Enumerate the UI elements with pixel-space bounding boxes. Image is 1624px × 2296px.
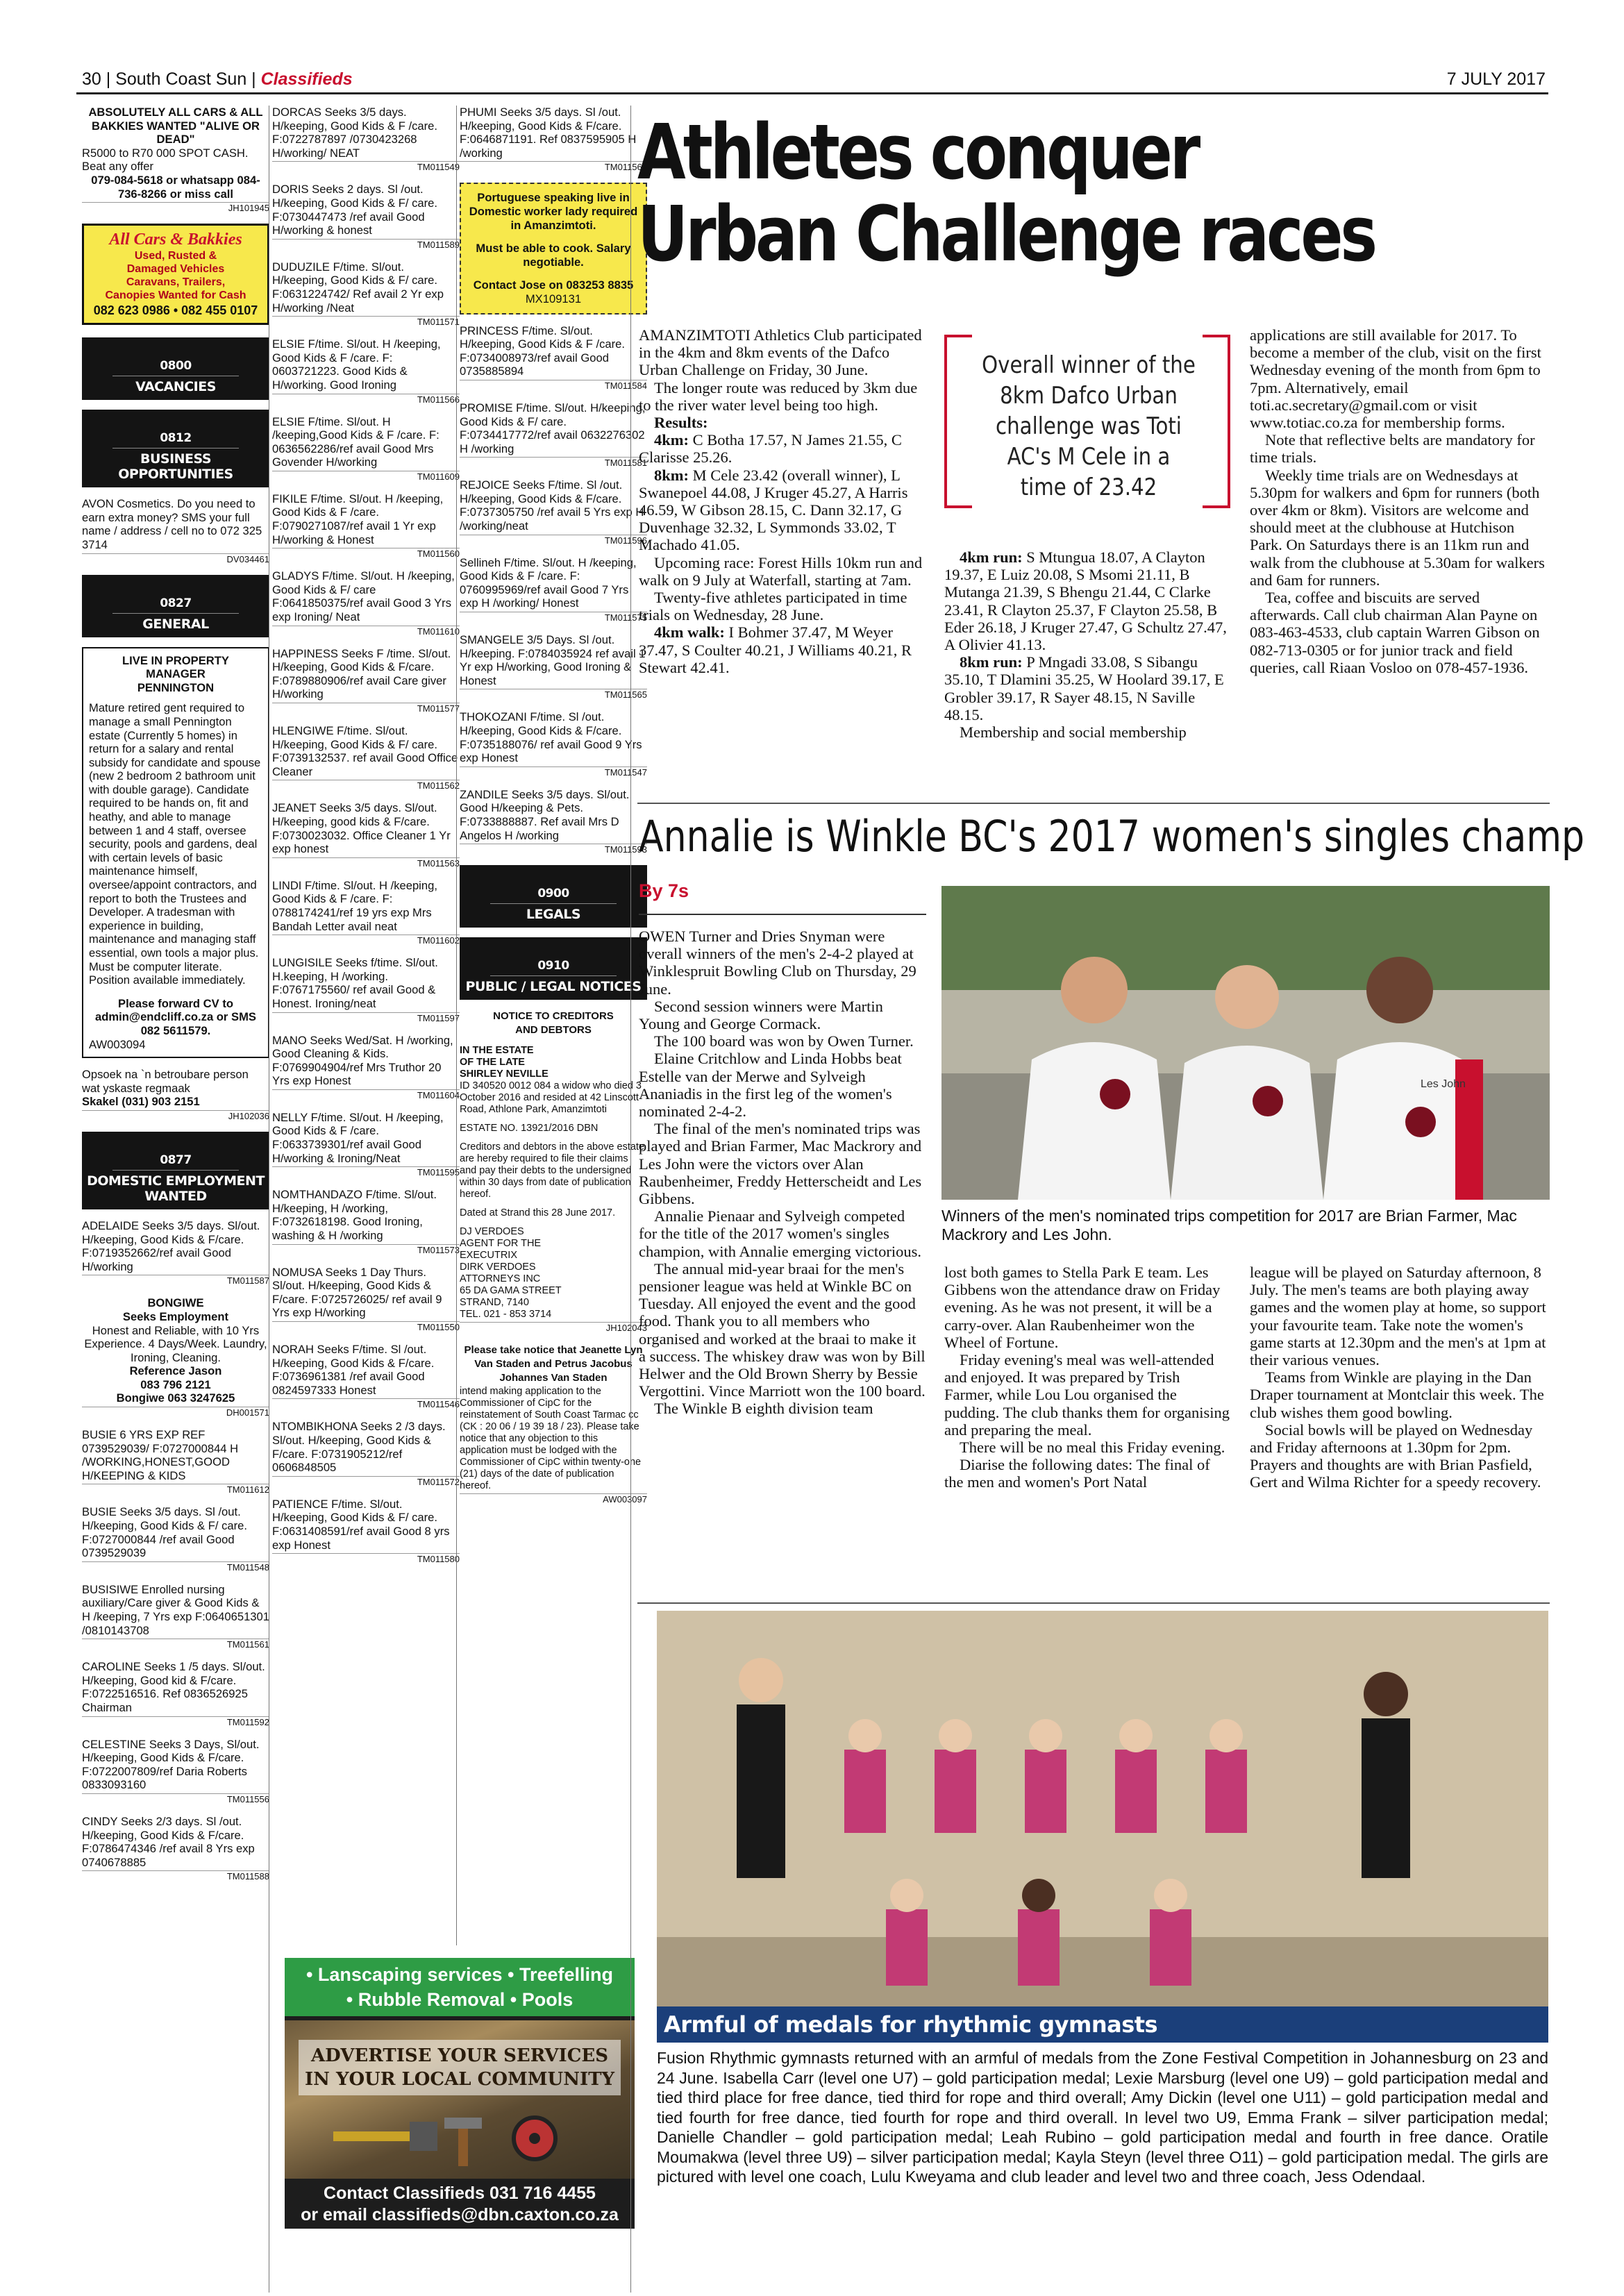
classified-ad bbox=[272, 569, 460, 638]
ad-reference: TM011597 bbox=[272, 1012, 460, 1023]
ad-phone: Skakel (031) 903 2151 bbox=[82, 1095, 200, 1109]
classified-ad bbox=[82, 497, 269, 566]
athletics-column-2 bbox=[944, 548, 1230, 741]
ad-reference: TM011549 bbox=[272, 161, 460, 172]
ad-heading: Portuguese speaking live in Domestic worker lady required in Amanzimtoti. bbox=[469, 191, 638, 232]
byline-rule bbox=[639, 914, 926, 915]
ad-body: HLENGIWE F/time. Sl/out. H/keeping, Good Kids & F/ care. F:0739132537. ref avail Good Office Cleaner bbox=[272, 724, 458, 778]
athletics-headline: Athletes conquer Urban Challenge races bbox=[637, 108, 1375, 278]
ad-reference: TM011550 bbox=[272, 1321, 460, 1332]
notice-text: ESTATE NO. 13921/2016 DBN bbox=[460, 1123, 598, 1134]
ad-body: Mature retired gent required to manage a small Pennington estate (Currently 5 homes) in return for a salary and rental subsidy for candidate and spouse (new 2 bedroom 2 bathroom unit with double garage). Candidate required to be hands on, fit and heathy, and able to manage between 1 and 4 staff, oversee security, pools and gardens, deal with certain levels of basic maintenance himself, oversee/appoint contractors, and report to both the Trustees and Developer. A tradesman with experience in building, maintenance and managing staff essential, own tools a major plus. Must be computer literate. Position available immediately. bbox=[89, 701, 261, 987]
ad-body: NTOMBIKHONA Seeks 2 /3 days. Sl/out. H/keeping, Good Kids & F/care. F:0731905212/ref 0606848505 bbox=[272, 1420, 446, 1475]
category-label: LEGALS bbox=[526, 907, 581, 923]
ad-heading: ABSOLUTELY ALL CARS & ALL BAKKIES WANTED "ALIVE OR DEAD" bbox=[88, 106, 263, 146]
article-paragraph: league will be played on Saturday afternoon, 8 July. The men's teams are both playing away games and the women play at home, so support your favourite team. Take note the women's game starts at 12.30pm and the men's at 1pm at their various venues. bbox=[1250, 1264, 1546, 1369]
classified-ad bbox=[460, 478, 647, 547]
classifieds-column-3 bbox=[460, 106, 647, 1938]
notice-heading: Please take notice that Jeanette Lyn Van Staden and Petrus Jacobus Johannes Van Staden bbox=[464, 1344, 643, 1384]
ad-reference: TM011563 bbox=[272, 857, 460, 869]
ad-phones: 082 623 0986 • 082 455 0107 bbox=[93, 303, 258, 318]
article-paragraph bbox=[639, 467, 928, 554]
article-paragraph: The annual mid-year braai for the men's pensioner league was held at Winkle BC on Tuesday. All enjoyed the event and the good food. Thank you to all members who organised and worked at the braai to make it a success. The whiskey draw was won by Bill Helwer and the Old Brown Sherry by Bessie Vergottini. Vince Marriott won the 100 board. bbox=[639, 1259, 926, 1400]
ad-reference: TM011561 bbox=[82, 1639, 269, 1650]
ad-body: LINDI F/time. Sl/out. H /keeping, Good Kids & F /care. F: 0788174241/ref 19 yrs exp Mrs Bandah Letter avail neat bbox=[272, 878, 437, 933]
ad-reference: DH001571 bbox=[82, 1407, 269, 1418]
pullquote-corner bbox=[1203, 335, 1230, 337]
category-number: 0812 bbox=[112, 430, 239, 449]
ad-body: BUSIE Seeks 3/5 days. Sl /out. H/keeping, Good Kids & F/ care. F:0727000844 /ref avail Good 0739529039 bbox=[82, 1505, 247, 1560]
bowls-photo-caption: Winners of the men's nominated trips competition for 2017 are Brian Farmer, Mac Mackrory and Les John. bbox=[941, 1207, 1517, 1243]
ad-reference: DV034461 bbox=[82, 553, 269, 564]
article-paragraph: Twenty-five athletes participated in time trials on Wednesday, 28 June. bbox=[639, 589, 907, 624]
ad-body: ADELAIDE Seeks 3/5 days. Sl/out. H/keeping, Good Kids & F/care. F:0719352662/ref avail Good H/working bbox=[82, 1218, 260, 1273]
section-rule bbox=[637, 1602, 1550, 1604]
classified-ad bbox=[272, 1188, 460, 1257]
ad-body: ELSIE F/time. Sl/out. H /keeping, Good Kids & F /care. F: 0603721223. Good Kids & H/working. Good Ironing bbox=[272, 337, 441, 392]
ad-body: LUNGISILE Seeks f/time. Sl/out. H.keeping, H /working. F:0767175560/ ref avail Good & Honest. Ironing/neat bbox=[272, 956, 438, 1010]
section-name: Classifieds bbox=[260, 69, 353, 89]
ad-reference: TM011580 bbox=[272, 1553, 460, 1564]
ad-body: MANO Seeks Wed/Sat. H /working, Good Cleaning & Kids. F:0769904904/ref Mrs Truthor 20 Yrs exp Honest bbox=[272, 1033, 453, 1088]
bowls-column-1 bbox=[639, 928, 926, 1418]
tarmac-notice bbox=[460, 1343, 647, 1507]
classified-ad bbox=[272, 415, 460, 484]
ad-body: PRINCESS F/time. Sl/out. H/keeping, Good Kids & F /care. F:0734008973/ref avail Good 0735885894 bbox=[460, 324, 625, 378]
category-header-public-notices bbox=[460, 937, 647, 1000]
pullquote-text: Overall winner of the 8km Dafco Urban challenge was Toti AC's M Cele in a time of 23.42 bbox=[982, 351, 1196, 501]
article-paragraph: applications are still available for 2017. To become a member of the club, visit on the first Wednesday evening of the month from 6pm to 7pm. Alternatively, email toti.ac.secretary@gmail.com or visit www.totiac.co.za for membership forms. bbox=[1250, 326, 1541, 432]
column-rule bbox=[630, 106, 631, 2293]
ad-body: FIKILE F/time. Sl/out. H /keeping, Good Kids & F /care. F:0790271087/ref avail 1 Yr exp H/working & Honest bbox=[272, 492, 444, 546]
ad-body: AVON Cosmetics. Do you need to earn extra money? SMS your full name / address / cell no to 072 325 3714 bbox=[82, 497, 262, 551]
ad-body: DUDUZILE F/time. Sl/out. H/keeping, Good Kids & F/ care. F:0631224742/ Ref avail 2 Yr exp H/working /Neat bbox=[272, 260, 444, 315]
ad-reference: JH102043 bbox=[460, 1322, 647, 1333]
ad-body: BUSISIWE Enrolled nursing auxiliary/Care giver & Good Kids & H /keeping, 7 Yrs exp F:0640651301 /0810143708 bbox=[82, 1582, 269, 1637]
ad-heading: BONGIWE Seeks Employment bbox=[122, 1296, 229, 1323]
notice-estate: IN THE ESTATE OF THE LATE SHIRLEY NEVILLE bbox=[460, 1045, 549, 1080]
ad-reference: TM011546 bbox=[272, 1398, 460, 1409]
article-paragraph: The Winkle B eighth division team bbox=[654, 1400, 873, 1418]
result-label: 4km: bbox=[654, 431, 689, 449]
ad-body: Sellineh F/time. Sl/out. H /keeping, Good Kids & F /care. F: 0760995969/ref avail Good 7 Yrs exp H /working/ Honest bbox=[460, 555, 637, 610]
ad-reference: TM011609 bbox=[272, 471, 460, 482]
gymnastics-caption: Fusion Rhythmic gymnasts returned with an armful of medals from the Zone Festival Competition in Johannesburg on 23 and 24 June. Isabella Carr (level one U7) – gold participation medal; Lexie Marsburg (level one U9) – gold participation medal and tied third place for free dance, tied third for rope and third overall; Amy Dickin (level one U11) – gold participation medal and tied fourth for free dance, tied fourth for rope and third overall. In level two U9, Emma Frank – silver participation medal; Danielle Chandler – gold participation medal; Leah Rubino – gold participation medal and fourth in free dance. Oratile Moumakwa (level three U9) – silver participation medal; Kayla Steyn (level three O11) – gold participation medal. The girls are pictured with level one coach, Lulu Kweyama and club leader and level two and three coach, Jess Odendaal. bbox=[657, 2049, 1548, 2186]
ad-body: Must be able to cook. Salary negotiable. bbox=[476, 242, 631, 269]
classified-ad bbox=[272, 1266, 460, 1334]
ad-body: DORIS Seeks 2 days. Sl /out. H/keeping, Good Kids & F/ care. F:0730447473 /ref avail Good H/working & honest bbox=[272, 183, 437, 237]
classified-ad bbox=[460, 710, 647, 779]
notice-text: intend making application to the Commissioner of CipC for the reinstatement of South Coast Tarmac cc (CK : 20 06 / 19 39 18 / 23). Please take notice that any objection to this application must be lodged with the Commissioner of CipC within twenty-one (21) days of the date of publication hereof. bbox=[460, 1386, 642, 1492]
ad-reference: TM011589 bbox=[272, 239, 460, 250]
ad-body: PHUMI Seeks 3/5 days. Sl /out. H/keeping, Good Kids & F/care. F:0646871191. Ref 0837595905 H /working bbox=[460, 106, 637, 160]
ad-contact: Reference Jason 083 796 2121 Bongiwe 063 3247625 bbox=[116, 1364, 235, 1405]
classified-ad bbox=[272, 106, 460, 174]
ad-body: ZANDILE Seeks 3/5 days. Sl/out. Good H/keeping & Pets. F:0733888887. Ref avail Mrs D Angelos H /working bbox=[460, 787, 630, 842]
classified-ad bbox=[272, 956, 460, 1025]
classified-ad bbox=[82, 1428, 269, 1497]
classified-ad bbox=[460, 324, 647, 393]
classified-ad bbox=[272, 1343, 460, 1411]
ad-reference: TM011602 bbox=[272, 935, 460, 946]
classified-ad bbox=[272, 260, 460, 329]
ad-reference: TM011584 bbox=[460, 380, 647, 391]
article-paragraph: The longer route was reduced by 3km due to the river water level being too high. bbox=[639, 378, 918, 414]
gymnastics-banner: Armful of medals for rhythmic gymnasts bbox=[657, 2006, 1548, 2043]
classified-ad bbox=[82, 1505, 269, 1574]
article-paragraph: There will be no meal this Friday evening. bbox=[960, 1439, 1225, 1457]
ad-body: JEANET Seeks 3/5 days. Sl/out. H/keeping, good kids & F/care. F:0730023032. Office Cleaner 1 Yr exp honest bbox=[272, 801, 451, 856]
ad-reference: TM011604 bbox=[272, 1089, 460, 1100]
ad-body: NELLY F/time. Sl/out. H /keeping, Good Kids & F /care. F:0633739301/ref avail Good H/working & Ironing/Neat bbox=[272, 1110, 444, 1165]
classified-ad bbox=[82, 1296, 269, 1420]
notice-heading: NOTICE TO CREDITORS AND DEBTORS bbox=[493, 1010, 614, 1036]
publication-name: South Coast Sun bbox=[115, 69, 247, 89]
ad-reference: AW003094 bbox=[89, 1037, 146, 1051]
result-label: 4km walk: bbox=[654, 623, 725, 642]
article-paragraph bbox=[639, 414, 928, 431]
ad-reference: TM011610 bbox=[272, 626, 460, 637]
ad-reference: TM011556 bbox=[82, 1793, 269, 1804]
folio: 30 | South Coast Sun | Classifieds bbox=[82, 69, 353, 89]
notice-text: ID 340520 0012 084 a widow who died 3 October 2016 and resided at 42 Linscott Road, Athlone Park, Amanzimtoti bbox=[460, 1080, 642, 1116]
classified-ad bbox=[460, 401, 647, 470]
classifieds-column-2 bbox=[272, 106, 460, 1938]
classified-ad bbox=[460, 556, 647, 625]
tools-icon bbox=[326, 2104, 590, 2166]
article-paragraph: Weekly time trials are on Wednesdays at 5.30pm for walkers and 6pm for runners (both over 4km or 8km). Visitors are welcome and should meet at the clubhouse at Hutchison Park. On Saturdays there is an 11km run and walk from the clubhouse at 5.30am for walkers and 6am for runners. bbox=[1250, 466, 1545, 589]
category-number: 0910 bbox=[490, 958, 617, 976]
notice-text: Dated at Strand this 28 June 2017. bbox=[460, 1207, 616, 1219]
ad-body: Honest and Reliable, with 10 Yrs Experience. 4 Days/Week. Laundry, Ironing, Cleaning. bbox=[84, 1323, 267, 1364]
category-header-general bbox=[82, 575, 269, 637]
article-paragraph: Elaine Critchlow and Linda Hobbs beat Estelle van der Merwe and Sylveigh Ananiadis in the first leg of the women's nominated 2-4-2. bbox=[639, 1050, 902, 1121]
result-text: C Botha 17.57, N James 21.55, C Clarisse 25.26. bbox=[639, 431, 902, 467]
classified-ad bbox=[272, 183, 460, 251]
results-label: Results: bbox=[654, 414, 708, 432]
services-contact: Contact Classifieds 031 716 4455 or email classifieds@dbn.caxton.co.za bbox=[285, 2179, 635, 2229]
article-paragraph: Annalie Pienaar and Sylveigh competed for the title of the 2017 women's singles champion, with Annalie emerging victorious. bbox=[639, 1207, 922, 1260]
classified-ad bbox=[82, 1068, 269, 1123]
ad-body: PATIENCE F/time. Sl/out. H/keeping, Good Kids & F/ care. F:0631408591/ref avail Good 8 yrs exp Honest bbox=[272, 1497, 450, 1552]
article-paragraph: lost both games to Stella Park E team. Les Gibbens won the attendance draw on Friday evening. As he was not present, it will be a carry-over. Alan Raubenheimer won the Wheel of Fortune. bbox=[944, 1264, 1221, 1351]
ad-body: REJOICE Seeks F/time. Sl /out. H/keeping, Good Kids & F/care. F:0737305750 /ref avail 5 Yrs exp H /working/neat bbox=[460, 478, 644, 533]
article-paragraph: AMANZIMTOTI Athletics Club participated in the 4km and 8km events of the Dafco Urban Challenge on Friday, 30 June. bbox=[639, 326, 922, 379]
category-number: 0800 bbox=[112, 358, 239, 376]
classified-ad bbox=[272, 1111, 460, 1180]
ad-reference: JH102036 bbox=[82, 1110, 269, 1121]
property-manager-ad bbox=[82, 647, 269, 1059]
ad-reference: AW003097 bbox=[460, 1493, 647, 1505]
ad-reference: TM011548 bbox=[82, 1561, 269, 1573]
ad-body: GLADYS F/time. Sl/out. H /keeping, Good Kids & F/ care F:0641850375/ref avail Good 3 Yrs exp Ironing/ Neat bbox=[272, 569, 455, 624]
bowls-column-3 bbox=[1250, 1264, 1550, 1491]
services-list: • Lanscaping services • Treefelling • Rubble Removal • Pools bbox=[285, 1958, 635, 2016]
article-paragraph bbox=[944, 653, 1230, 723]
classified-ad bbox=[460, 106, 647, 174]
ad-body: DORCAS Seeks 3/5 days. H/keeping, Good Kids & F /care. F:0722787897 /0730423268 H/working/ NEAT bbox=[272, 106, 437, 160]
article-paragraph bbox=[639, 431, 928, 466]
ad-reference: TM011588 bbox=[82, 1870, 269, 1882]
ad-body: CELESTINE Seeks 3 Days, Sl/out. H/keeping, Good Kids & F/care. F:0722007809/ref Daria Roberts 0833093160 bbox=[82, 1737, 260, 1792]
category-label: BUSINESS OPPORTUNITIES bbox=[118, 451, 233, 483]
classified-ad bbox=[82, 1738, 269, 1807]
ad-heading: LIVE IN PROPERTY MANAGER PENNINGTON bbox=[122, 653, 229, 694]
category-header-legals bbox=[460, 865, 647, 928]
result-label: 8km: bbox=[654, 466, 689, 484]
ad-body: CAROLINE Seeks 1 /5 days. Sl/out. H/keeping, Good kid & F/care. F:0722516516. Ref 0836526925 Chairman bbox=[82, 1660, 265, 1714]
ad-reference: TM011581 bbox=[460, 457, 647, 468]
ad-reference: TM011566 bbox=[272, 394, 460, 405]
notice-text: Creditors and debtors in the above estate are hereby required to file their claims and pay their debts to the undersigned within 30 days from date of publication hereof. bbox=[460, 1141, 644, 1200]
notice-text: DJ VERDOES AGENT FOR THE EXECUTRIX DIRK VERDOES ATTORNEYS INC 65 DA GAMA STREET STRAND, 7140 TEL. 021 - 853 3714 bbox=[460, 1226, 562, 1321]
article-paragraph: Upcoming race: Forest Hills 10km run and walk on 9 July at Waterfall, starting at 7am. bbox=[639, 553, 923, 589]
ad-body: R5000 to R70 000 SPOT CASH. Beat any offer bbox=[82, 146, 249, 174]
bowls-column-2 bbox=[944, 1264, 1232, 1491]
estate-notice bbox=[460, 1009, 647, 1335]
ad-reference: TM011565 bbox=[460, 689, 647, 700]
ad-reference: TM011587 bbox=[82, 1275, 269, 1286]
article-paragraph: Teams from Winkle are playing in the Dan Draper tournament at Montclair this week. The club wishes them good bowling. bbox=[1250, 1368, 1544, 1421]
category-number: 0900 bbox=[490, 886, 617, 904]
category-label: PUBLIC / LEGAL NOTICES bbox=[465, 979, 642, 995]
column-rule bbox=[456, 106, 457, 1945]
bowls-winners-image bbox=[941, 886, 1550, 1200]
ad-reference: TM011577 bbox=[272, 703, 460, 714]
result-text: M Cele 23.42 (overall winner), L Swanepoel 44.08, J Kruger 45.27, A Harris 46.59, W Gibson 28.15, C. Dann 32.17, G Duvenhage 32.32, L Symmonds 33.02, T Machado 41.05. bbox=[639, 466, 908, 554]
article-paragraph: Friday evening's meal was well-attended and enjoyed. It was prepared by Trish Farmer, while Lou Lou organised the pudding. The club thanks them for organising and preparing the meal. bbox=[944, 1351, 1230, 1439]
page-number: 30 bbox=[82, 69, 101, 89]
article-paragraph bbox=[944, 548, 1230, 653]
article-paragraph: Social bowls will be played on Wednesday and Friday afternoons at 1.30pm for 2pm. Prayers and thoughts are with Brian Pasfield, Gert and Wilma Richter for a speedy recovery. bbox=[1250, 1421, 1541, 1491]
ad-reference: TM011595 bbox=[272, 1166, 460, 1178]
classified-ad bbox=[82, 1219, 269, 1288]
gymnastics-photo bbox=[657, 1611, 1548, 2006]
services-ad-image bbox=[285, 2020, 635, 2180]
classified-ad bbox=[272, 724, 460, 793]
classified-ad bbox=[272, 1034, 460, 1103]
page-header bbox=[76, 67, 1548, 94]
ad-body: NOMTHANDAZO F/time. Sl/out. H/keeping, H /working, F:0732618198. Good Ironing, washing & H /working bbox=[272, 1188, 437, 1243]
classified-ad bbox=[460, 633, 647, 702]
ad-phone: 079-084-5618 or whatsapp 084-736-8266 or miss call bbox=[91, 173, 260, 201]
result-text: P Mngadi 33.08, S Sibangu 35.10, T Dlamini 35.25, W Hoolard 39.17, E Grobler 39.17, R Sayer 48.15, N Saville 48.15. bbox=[944, 653, 1224, 723]
services-ad bbox=[285, 1958, 635, 2229]
ad-reference: TM011562 bbox=[272, 780, 460, 791]
services-tagline: ADVERTISE YOUR SERVICES IN YOUR LOCAL COMMUNITY bbox=[299, 2040, 621, 2095]
ad-body: BUSIE 6 YRS EXP REF 0739529039/ F:0727000844 H /WORKING,HONEST,GOOD H/KEEPING & KIDS bbox=[82, 1428, 239, 1482]
category-header-vacancies bbox=[82, 337, 269, 400]
ad-reference: TM011547 bbox=[460, 766, 647, 778]
article-paragraph: The 100 board was won by Owen Turner. bbox=[654, 1032, 914, 1050]
article-paragraph: The final of the men's nominated trips was played and Brian Farmer, Mac Mackrory and Les John were the victors over Alan Raubenheimer, Freddy Hetterscheidt and Les Gibbens. bbox=[639, 1120, 922, 1208]
classifieds-column-1 bbox=[82, 106, 269, 2216]
gymnasts-image bbox=[657, 1611, 1548, 2006]
ad-body: ELSIE F/time. Sl/out. H /keeping,Good Kids & F /care. F: 0636562286/ref avail Good Mrs Govender H/working bbox=[272, 414, 440, 469]
category-label: GENERAL bbox=[142, 616, 209, 632]
ad-reference: TM011596 bbox=[460, 535, 647, 546]
category-number: 0877 bbox=[112, 1153, 239, 1171]
ad-reference: TM011560 bbox=[272, 548, 460, 559]
ad-reference: TM011575 bbox=[460, 612, 647, 623]
classified-ad bbox=[82, 1815, 269, 1884]
classified-ad bbox=[82, 1660, 269, 1729]
classified-ad bbox=[272, 1420, 460, 1489]
classified-ad bbox=[272, 492, 460, 561]
shirt-name: Les John bbox=[1421, 1078, 1466, 1090]
issue-date: 7 JULY 2017 bbox=[1446, 69, 1546, 89]
ad-contact: Contact Jose on 083253 8835 bbox=[473, 278, 634, 292]
ad-reference: TM011592 bbox=[82, 1716, 269, 1727]
ad-body: NORAH Seeks F/time. Sl /out. H/keeping, Good Kids & F/care. F:0736961381 /ref avail Good 0824597333 Honest bbox=[272, 1343, 435, 1397]
article-paragraph bbox=[639, 623, 928, 676]
section-rule bbox=[637, 803, 1550, 804]
ad-body: HAPPINESS Seeks F /time. Sl/out. H/keeping, Good Kids & F/care. F:0789880906/ref avail Care giver H/working bbox=[272, 646, 451, 701]
athletics-column-1 bbox=[639, 326, 928, 676]
classified-ad bbox=[82, 1583, 269, 1652]
classified-ad bbox=[272, 1498, 460, 1566]
article-paragraph: Note that reflective belts are mandatory for time trials. bbox=[1250, 431, 1535, 467]
ad-reference: JH101945 bbox=[82, 202, 269, 213]
ad-reference: TM011571 bbox=[272, 316, 460, 327]
ad-body: THOKOZANI F/time. Sl /out. H/keeping, Good Kids & F/care. F:0735188076/ ref avail Good 9 Yrs exp Honest bbox=[460, 710, 642, 765]
classified-ad bbox=[272, 879, 460, 948]
ad-reference: TM011612 bbox=[82, 1484, 269, 1495]
bowls-headline: Annalie is Winkle BC's 2017 women's singles champ bbox=[639, 811, 1585, 862]
ad-lines: Used, Rusted & Damaged Vehicles Caravans, Trailers, Canopies Wanted for Cash bbox=[105, 250, 246, 302]
ad-body: CINDY Seeks 2/3 days. Sl /out. H/keeping, Good Kids & F/care. F:0786474346 /ref avail 8 Yrs exp 0740678885 bbox=[82, 1814, 255, 1869]
category-label: VACANCIES bbox=[135, 379, 216, 395]
byline: By 7s bbox=[639, 880, 689, 901]
classified-ad bbox=[460, 788, 647, 857]
ad-contact: Please forward CV to admin@endcliff.co.za or SMS 082 5611579. bbox=[95, 996, 256, 1037]
ad-body: NOMUSA Seeks 1 Day Thurs. Sl/out. H/keeping, Good Kids & F/care. F:0725726025/ ref avail 9 Yrs exp H/working bbox=[272, 1265, 442, 1320]
article-paragraph: Diarise the following dates: The final of the men and women's Port Natal bbox=[944, 1456, 1210, 1491]
result-text: I Bohmer 37.47, M Weyer 37.47, S Coulter 40.21, J Williams 40.21, R Stewart 42.41. bbox=[639, 623, 912, 676]
category-label: DOMESTIC EMPLOYMENT WANTED bbox=[87, 1173, 265, 1204]
ad-body: PROMISE F/time. Sl/out. H/keeping, Good Kids & F/ care. F:0734417772/ref avail 0632276302 H /working bbox=[460, 401, 646, 455]
article-paragraph: Membership and social membership bbox=[960, 723, 1187, 741]
article-paragraph: Tea, coffee and biscuits are served afterwards. Call club chairman Alan Payne on 083-463-4533, club captain Warren Gibson on 082-713-0305 or for junior track and field queries, call Riaan Vosloo on 078-457-1936. bbox=[1250, 589, 1540, 676]
classified-ad bbox=[82, 106, 269, 215]
pullquote-corner bbox=[1203, 505, 1230, 508]
athletics-pullquote bbox=[944, 335, 1230, 508]
result-text: S Mtungua 18.07, A Clayton 19.37, E Luiz 20.08, S Msomi 21.11, B Mutanga 21.39, S Bhengu 21.44, C Clarke 23.41, R Clayton 25.37, F Clayton 25.58, B Eder 26.18, J Kruger 27.47, G Schultz 27.47, A Olivier 41.13. bbox=[944, 548, 1227, 654]
category-header-business bbox=[82, 410, 269, 487]
ad-body: Opsoek na `n betroubare person wat yskaste regmaak bbox=[82, 1068, 249, 1095]
bowls-photo bbox=[941, 886, 1550, 1200]
ad-body: SMANGELE 3/5 Days. Sl /out. H/keeping. F:0784035924 ref avail 1 Yr exp H/working, Good Ironing & Honest bbox=[460, 633, 646, 687]
category-number: 0827 bbox=[112, 596, 239, 614]
portuguese-domestic-ad bbox=[460, 183, 647, 314]
ad-reference: TM011569 bbox=[460, 161, 647, 172]
ad-reference: TM011593 bbox=[460, 844, 647, 855]
ad-reference: MX109131 bbox=[525, 292, 582, 305]
classified-ad bbox=[272, 801, 460, 870]
result-label: 4km run: bbox=[960, 548, 1023, 566]
cars-bakkies-ad bbox=[82, 224, 269, 325]
ad-reference: TM011572 bbox=[272, 1476, 460, 1487]
ad-title: All Cars & Bakkies bbox=[109, 231, 242, 249]
classified-ad bbox=[272, 337, 460, 406]
article-paragraph: Second session winners were Martin Young and George Cormack. bbox=[639, 997, 883, 1033]
article-paragraph: OWEN Turner and Dries Snyman were overall winners of the men's 2-4-2 played at Winklespruit Bowling Club on Thursday, 29 June. bbox=[639, 928, 916, 998]
athletics-column-3 bbox=[1250, 326, 1550, 676]
result-label: 8km run: bbox=[960, 653, 1023, 671]
ad-reference: TM011573 bbox=[272, 1244, 460, 1255]
classified-ad bbox=[272, 647, 460, 716]
category-header-domestic bbox=[82, 1132, 269, 1209]
